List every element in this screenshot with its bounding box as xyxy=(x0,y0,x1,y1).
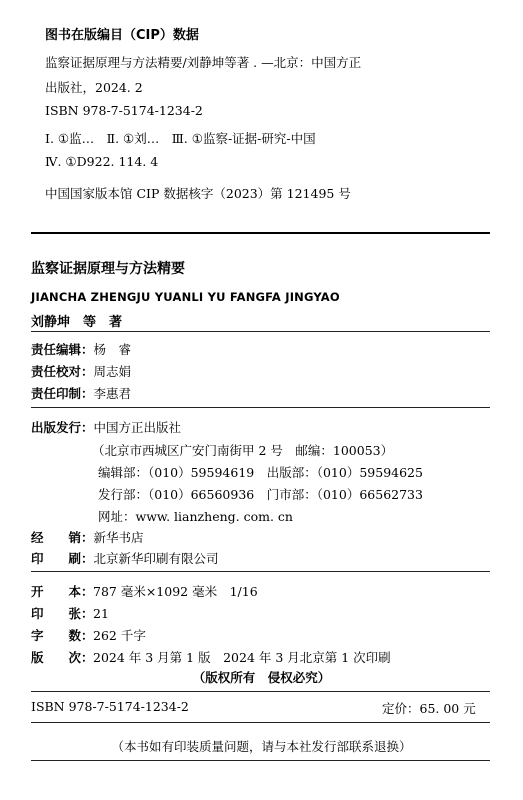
sheets-value: 21 xyxy=(93,606,109,621)
sheets-label: 印 张： xyxy=(31,606,94,621)
word-count-label: 字 数： xyxy=(31,628,94,643)
cip-line-2: 出版社，2024. 2 xyxy=(45,80,143,95)
book-title-pinyin: JIANCHA ZHENGJU YUANLI YU FANGFA JINGYAO xyxy=(31,290,340,304)
divider xyxy=(31,407,490,408)
printing-supervisor-label: 责任印制： xyxy=(31,386,94,401)
distributor-label: 经 销： xyxy=(31,530,94,545)
publisher-phones-1: 编辑部：（010）59594619 出版部：（010）59594625 xyxy=(98,465,423,480)
format-label: 开 本： xyxy=(31,584,94,599)
cip-heading: 图书在版编目（CIP）数据 xyxy=(45,28,199,43)
printer-value: 北京新华印刷有限公司 xyxy=(93,551,219,566)
cip-record-number: 中国国家版本馆 CIP 数据核字（2023）第 121495 号 xyxy=(45,186,351,201)
editor-value: 杨 睿 xyxy=(93,342,132,357)
publisher-label: 出版发行： xyxy=(31,420,94,435)
quality-notice: （本书如有印装质量问题，请与本社发行部联系退换） xyxy=(111,739,412,754)
publisher-phones-2: 发行部：（010）66560936 门市部：（010）66562733 xyxy=(98,487,423,502)
printing-supervisor-value: 李惠君 xyxy=(93,386,132,401)
proofreader-row xyxy=(31,362,131,380)
sheets-row xyxy=(31,604,109,622)
divider xyxy=(31,331,490,332)
edition-value: 2024 年 3 月第 1 版 2024 年 3 月北京第 1 次印刷 xyxy=(93,650,391,665)
price: 定价：65. 00 元 xyxy=(382,701,476,716)
publisher-name: 中国方正出版社 xyxy=(93,420,182,435)
divider xyxy=(31,571,490,572)
footer-isbn: ISBN 978-7-5174-1234-2 xyxy=(31,699,189,714)
book-author: 刘静坤 等 著 xyxy=(31,315,123,330)
cip-classification-1: Ⅰ. ①监… Ⅱ. ①刘… Ⅲ. ①监察-证据-研究-中国 xyxy=(45,131,316,146)
divider xyxy=(31,232,490,234)
printer-label: 印 刷： xyxy=(31,551,94,566)
publisher-row xyxy=(31,418,181,436)
edition-label: 版 次： xyxy=(31,650,94,665)
proofreader-value: 周志娟 xyxy=(93,364,132,379)
edition-row xyxy=(31,648,391,666)
word-count-value: 262 千字 xyxy=(93,628,146,643)
divider xyxy=(31,691,490,692)
printer-row xyxy=(31,549,219,567)
publisher-address: （北京市西城区广安门南街甲 2 号 邮编：100053） xyxy=(92,443,394,458)
format-row xyxy=(31,582,258,600)
proofreader-label: 责任校对： xyxy=(31,364,94,379)
editor-row xyxy=(31,340,131,358)
word-count-row xyxy=(31,626,146,644)
book-title: 监察证据原理与方法精要 xyxy=(31,261,185,277)
format-value: 787 毫米×1092 毫米 1/16 xyxy=(93,584,258,599)
printing-supervisor-row xyxy=(31,384,131,402)
cip-classification-2: Ⅳ. ①D922. 114. 4 xyxy=(45,154,159,169)
divider xyxy=(31,760,490,761)
divider xyxy=(31,722,490,723)
cip-line-1: 监察证据原理与方法精要/刘静坤等著 . —北京：中国方正 xyxy=(45,55,362,70)
distributor-row xyxy=(31,528,144,546)
editor-label: 责任编辑： xyxy=(31,342,94,357)
distributor-value: 新华书店 xyxy=(93,530,144,545)
copyright-notice: （版权所有 侵权必究） xyxy=(192,670,331,685)
publisher-website: 网址：www. lianzheng. com. cn xyxy=(98,509,293,524)
cip-isbn: ISBN 978-7-5174-1234-2 xyxy=(45,103,203,118)
